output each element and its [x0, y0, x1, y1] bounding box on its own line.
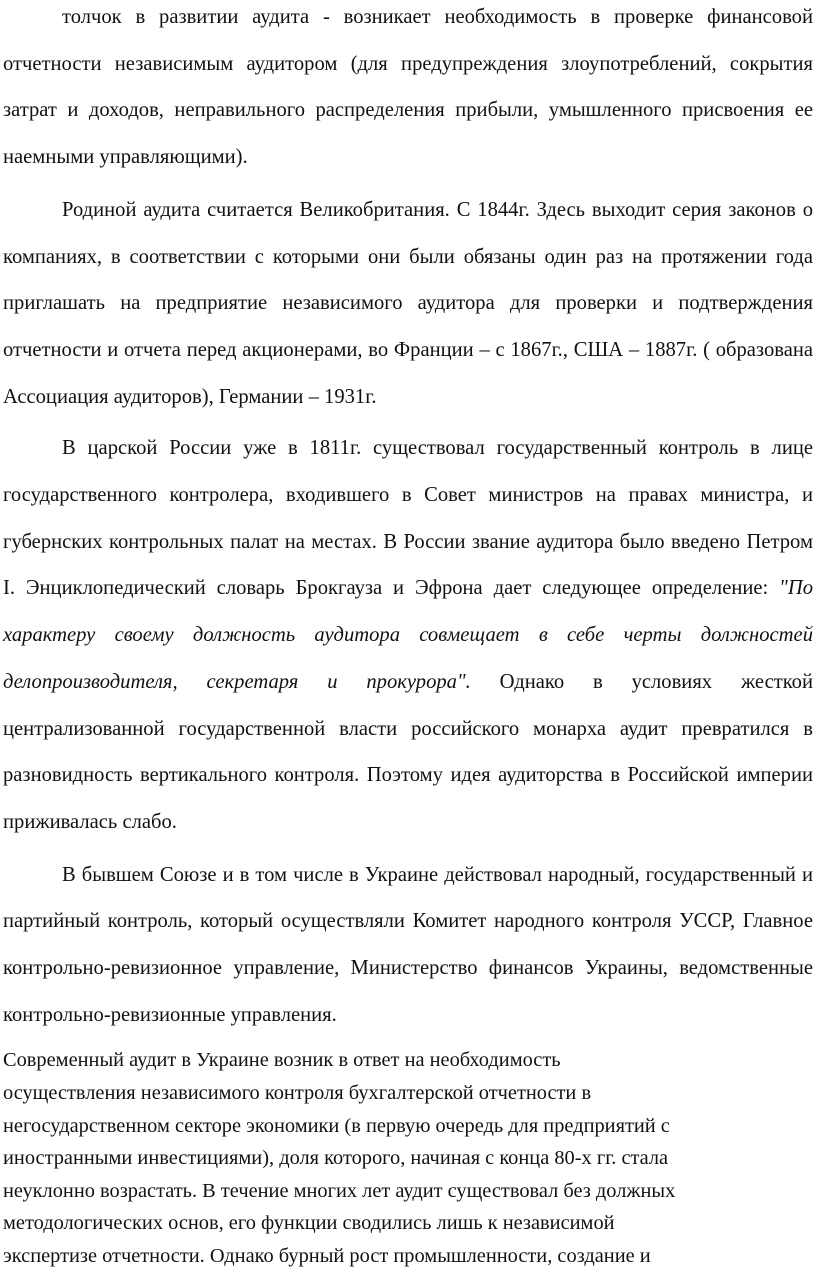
modern-audit-line: негосударственном секторе экономики (в первую очередь для предприятий с — [3, 1114, 670, 1137]
modern-audit-line: Современный аудит в Украине возник в ответ на необходимость — [3, 1049, 561, 1072]
modern-audit-line: экспертизе отчетности. Однако бурный рост промышленности, создание и — [3, 1245, 651, 1268]
paragraph-audit-impulse: толчок в развитии аудита - возникает необходимость в проверке финансовой отчетности независимым аудитором (для предупреждения злоупотреблений, сокрытия затрат и доходов, неправильного распределения прибыли, умышленного присвоения ее наемными управляющими). — [3, 6, 813, 169]
modern-audit-line: неуклонно возрастать. В течение многих лет аудит существовал без должных — [3, 1179, 676, 1202]
paragraph-tsarist-russia — [3, 425, 813, 845]
modern-audit-line: осуществления независимого контроля бухгалтерской отчетности в — [3, 1082, 592, 1105]
paragraph-great-britain: Родиной аудита считается Великобритания. С 1844г. Здесь выходит серия законов о компаниях, в соответствии с которыми они были обязаны один раз на протяжении года приглашать на предприятие независимого аудитора для проверки и подтверждения отчетности и отчета перед акционерами, во Франции – с 1867г., США – 1887г. ( образована Ассоциация аудиторов), Германии – 1931г. — [3, 198, 813, 408]
modern-audit-line: методологических основ, его функции сводились лишь к независимой — [3, 1212, 615, 1235]
paragraph-modern-audit — [3, 1044, 813, 1272]
paragraph-soviet-union: В бывшем Союзе и в том числе в Украине действовал народный, государственный и партийный контроль, который осуществляли Комитет народного контроля УССР, Главное контрольно-ревизионное управление, Министерство финансов Украины, ведомственные контрольно-ревизионные управления. — [3, 863, 813, 1026]
modern-audit-line: иностранными инвестициями), доля которого, начиная с конца 80-х гг. стала — [3, 1147, 669, 1170]
paragraph-tsarist-russia-intro: В царской России уже в 1811г. существовал государственный контроль в лице государственного контролера, входившего в Совет министров на правах министра, и губернских контрольных палат на местах. В России звание аудитора было введено Петром I. Энциклопедический словарь Брокгауза и Эфрона дает следующее определение: — [3, 437, 813, 600]
paragraph-tsarist-russia-outro: Однако в условиях жесткой централизованной государственной власти российского монарха аудит превратился в разновидность вертикального контроля. Поэтому идея аудиторства в Российской империи приживалась слабо. — [3, 670, 813, 833]
brockhaus-quote: "По характеру своему должность аудитора совмещает в себе черты должностей делопроизводителя, секретаря и прокурора". — [3, 577, 813, 693]
